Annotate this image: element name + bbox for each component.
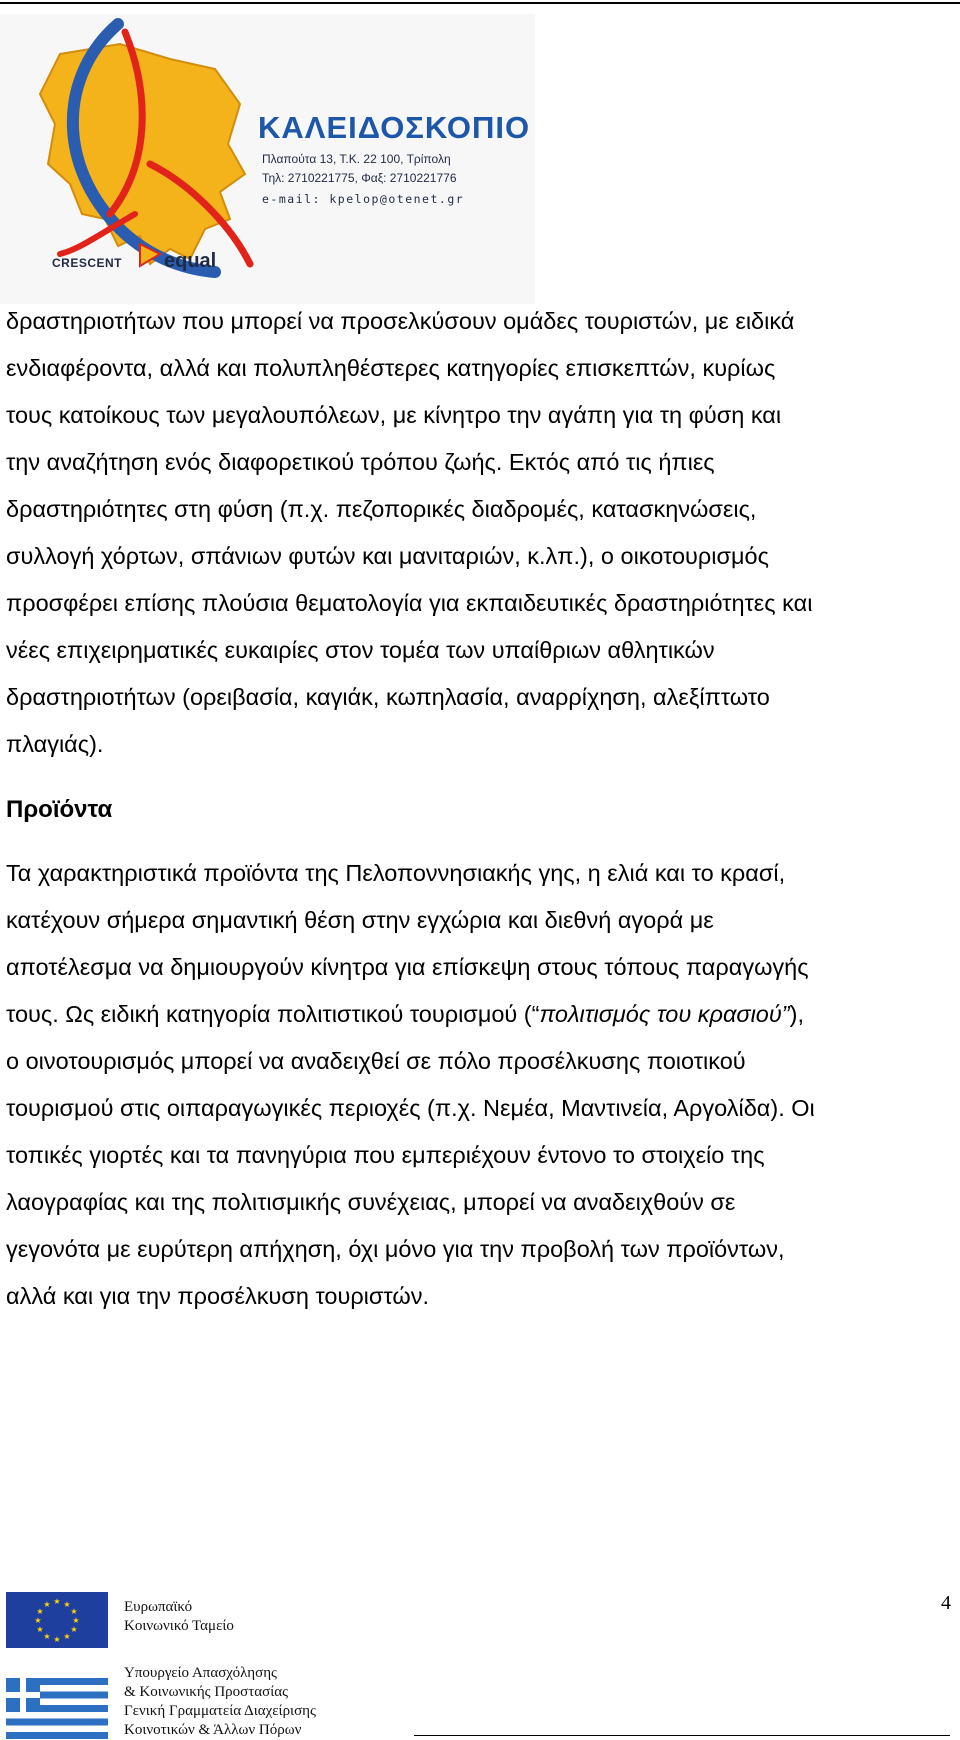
svg-text:★: ★	[43, 1600, 51, 1609]
page-number: 4	[941, 1592, 951, 1614]
text-line: κατέχουν σήμερα σημαντική θέση στην εγχώρια και διεθνή αγορά με	[6, 907, 714, 933]
svg-text:★: ★	[53, 1635, 61, 1644]
text-line: λαογραφίας και της πολιτισμικής συνέχειας, μπορεί να αναδειχθούν σε	[6, 1189, 736, 1215]
svg-text:★: ★	[36, 1607, 44, 1616]
text-line: αλλά και για την προσέλκυση τουριστών.	[6, 1283, 429, 1309]
ministry-line: Υπουργείο Απασχόλησης	[124, 1665, 277, 1681]
text-line: δραστηριοτήτων (ορειβασία, καγιάκ, κωπηλασία, αναρρίχηση, αλεξίπτωτο	[6, 684, 770, 710]
text-line: δραστηριότητες στη φύση (π.χ. πεζοπορικές διαδρομές, κατασκηνώσεις,	[6, 496, 757, 522]
text-line	[6, 991, 950, 1038]
footer-rule	[414, 1735, 950, 1736]
ministry-label	[124, 1664, 316, 1740]
eu-flag-icon	[6, 1592, 108, 1648]
text-line: γεγονότα με ευρύτερη απήχηση, όχι μόνο για την προβολή των προϊόντων,	[6, 1236, 785, 1262]
svg-text:★: ★	[70, 1625, 78, 1634]
text-span: ),	[789, 1001, 804, 1027]
text-line: αποτέλεσμα να δημιουργούν κίνητρα για επίσκεψη στους τόπους παραγωγής	[6, 954, 809, 980]
svg-text:★: ★	[53, 1597, 61, 1606]
paragraph-products	[6, 850, 950, 1320]
svg-text:★: ★	[70, 1607, 78, 1616]
email-line: e-mail: kpelop@otenet.gr	[262, 192, 465, 206]
brand-name: ΚΑΛΕΙΔΟΣΚΟΠΙΟ	[258, 110, 531, 145]
paragraph-ecotourism	[6, 298, 950, 768]
svg-text:★: ★	[63, 1600, 71, 1609]
partner-crescent: CRESCENT	[52, 256, 123, 270]
text-line: προσφέρει επίσης πλούσια θεματολογία για εκπαιδευτικές δραστηριότητες και	[6, 590, 813, 616]
letterhead-logo	[0, 14, 540, 304]
eu-fund-label	[124, 1598, 234, 1636]
text-line: δραστηριοτήτων που μπορεί να προσελκύσουν ομάδες τουριστών, με ειδικά	[6, 308, 795, 334]
italic-phrase: πολιτισμός του κρασιού”	[539, 1001, 790, 1027]
eu-line: Κοινωνικό Ταμείο	[124, 1618, 234, 1634]
text-line: ο οινοτουρισμός μπορεί να αναδειχθεί σε πόλο προσέλκυσης ποιοτικού	[6, 1048, 746, 1074]
text-line: πλαγιάς).	[6, 731, 104, 757]
text-line: την αναζήτηση ενός διαφορετικού τρόπου ζωής. Εκτός από τις ήπιες	[6, 449, 715, 475]
svg-text:★: ★	[43, 1632, 51, 1641]
eu-line: Ευρωπαϊκό	[124, 1599, 193, 1615]
text-line: τουρισμού στις οιπαραγωγικές περιοχές (π.χ. Νεμέα, Μαντινεία, Αργολίδα). Οι	[6, 1095, 815, 1121]
text-line: συλλογή χόρτων, σπάνιων φυτών και μανιταριών, κ.λπ.), ο οικοτουρισμός	[6, 543, 769, 569]
text-line: νέες επιχειρηματικές ευκαιρίες στον τομέα των υπαίθριων αθλητικών	[6, 637, 715, 663]
top-rule	[0, 2, 960, 4]
svg-text:★: ★	[34, 1616, 42, 1625]
section-heading: Προϊόντα	[6, 796, 113, 823]
address-line: Πλαπούτα 13, Τ.Κ. 22 100, Τρίπολη	[262, 152, 451, 166]
svg-text:★: ★	[72, 1616, 80, 1625]
text-span: τους. Ως ειδική κατηγορία πολιτιστικού τουρισμού (“	[6, 1001, 540, 1027]
text-line: τους κατοίκους των μεγαλουπόλεων, με κίνητρο την αγάπη για τη φύση και	[6, 402, 782, 428]
ministry-line: Γενική Γραμματεία Διαχείρισης	[124, 1703, 316, 1719]
svg-text:★: ★	[36, 1625, 44, 1634]
text-line: ενδιαφέροντα, αλλά και πολυπληθέστερες κατηγορίες επισκεπτών, κυρίως	[6, 355, 776, 381]
ministry-line: Κοινοτικών & Άλλων Πόρων	[124, 1722, 302, 1738]
ministry-line: & Κοινωνικής Προστασίας	[124, 1684, 289, 1700]
greek-flag-icon	[6, 1678, 108, 1739]
text-line: Τα χαρακτηριστικά προϊόντα της Πελοποννησιακής γης, η ελιά και το κρασί,	[6, 860, 786, 886]
text-line: τοπικές γιορτές και τα πανηγύρια που εμπεριέχουν έντονο το στοιχείο της	[6, 1142, 765, 1168]
svg-text:★: ★	[63, 1632, 71, 1641]
partner-equal: equal	[164, 250, 217, 272]
phone-fax-line: Τηλ: 2710221775, Φαξ: 2710221776	[262, 171, 457, 185]
